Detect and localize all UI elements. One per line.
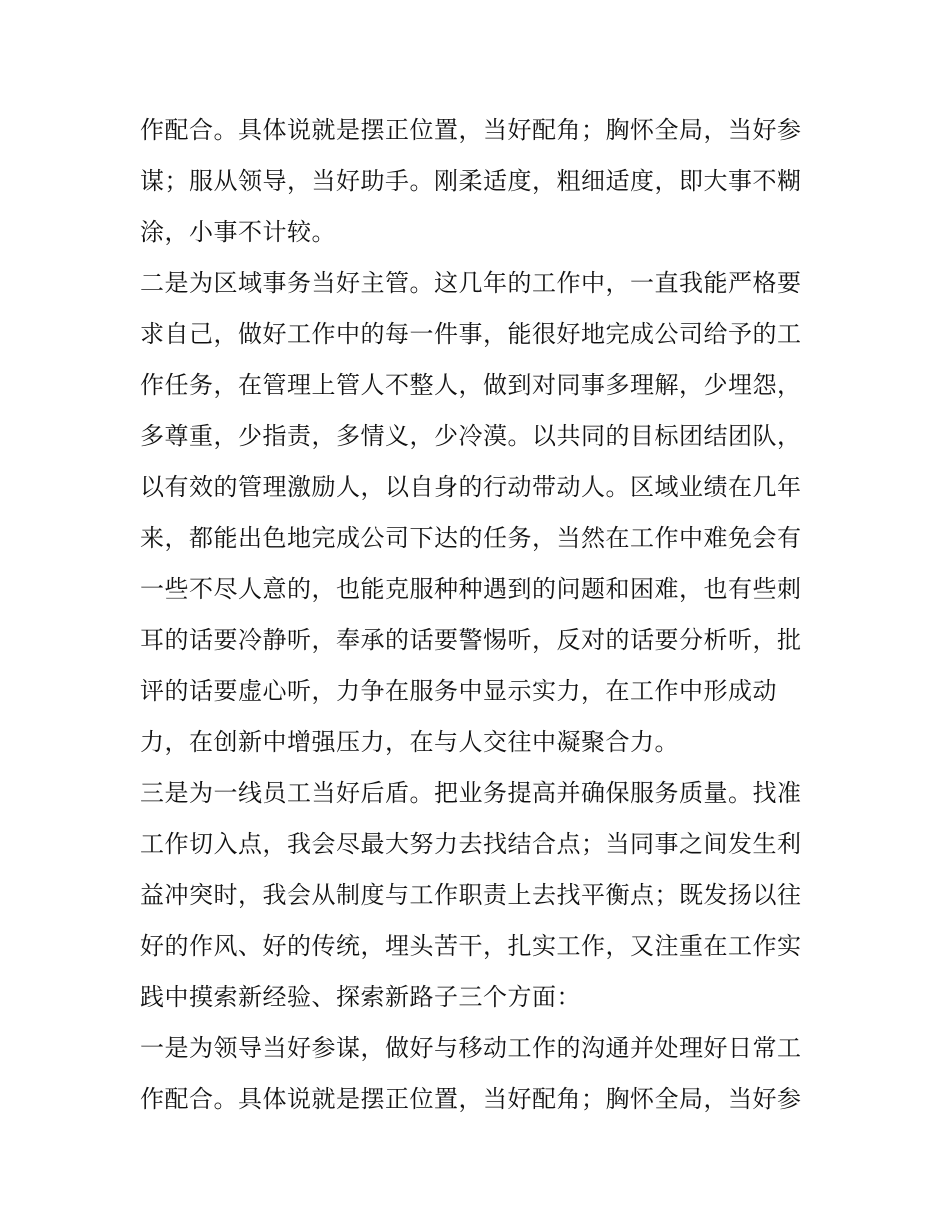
text-line: 作配合。具体说就是摆正位置，当好配角；胸怀全局，当好参 — [140, 116, 802, 144]
text-line: 一是为领导当好参谋，做好与移动工作的沟通并处理好日常工 — [140, 1034, 802, 1062]
text-line: 一些不尽人意的，也能克服种种遇到的问题和困难，也有些刺 — [140, 575, 802, 603]
text-line: 力，在创新中增强压力，在与人交往中凝聚合力。 — [140, 728, 679, 756]
text-line: 二是为区域事务当好主管。这几年的工作中，一直我能严格要 — [140, 269, 802, 297]
text-line: 作任务，在管理上管人不整人，做到对同事多理解，少埋怨， — [140, 371, 802, 399]
text-line: 求自己，做好工作中的每一件事，能很好地完成公司给予的工 — [140, 320, 802, 348]
text-line: 三是为一线员工当好后盾。把业务提高并确保服务质量。找准 — [140, 779, 802, 807]
text-line: 作配合。具体说就是摆正位置，当好配角；胸怀全局，当好参 — [140, 1085, 802, 1113]
text-line: 践中摸索新经验、探索新路子三个方面： — [140, 983, 581, 1011]
text-line: 涂，小事不计较。 — [140, 218, 336, 246]
text-line: 好的作风、好的传统，埋头苦干，扎实工作，又注重在工作实 — [140, 932, 802, 960]
text-line: 谋；服从领导，当好助手。刚柔适度，粗细适度，即大事不糊 — [140, 167, 802, 195]
text-line: 工作切入点，我会尽最大努力去找结合点；当同事之间发生利 — [140, 830, 802, 858]
text-line: 评的话要虚心听，力争在服务中显示实力，在工作中形成动 — [140, 677, 777, 705]
text-line: 以有效的管理激励人，以自身的行动带动人。区域业绩在几年 — [140, 473, 802, 501]
text-line: 耳的话要冷静听，奉承的话要警惕听，反对的话要分析听，批 — [140, 626, 802, 654]
text-line: 益冲突时，我会从制度与工作职责上去找平衡点；既发扬以往 — [140, 881, 802, 909]
text-line: 多尊重，少指责，多情义，少冷漠。以共同的目标团结团队， — [140, 422, 802, 450]
text-line: 来，都能出色地完成公司下达的任务，当然在工作中难免会有 — [140, 524, 802, 552]
